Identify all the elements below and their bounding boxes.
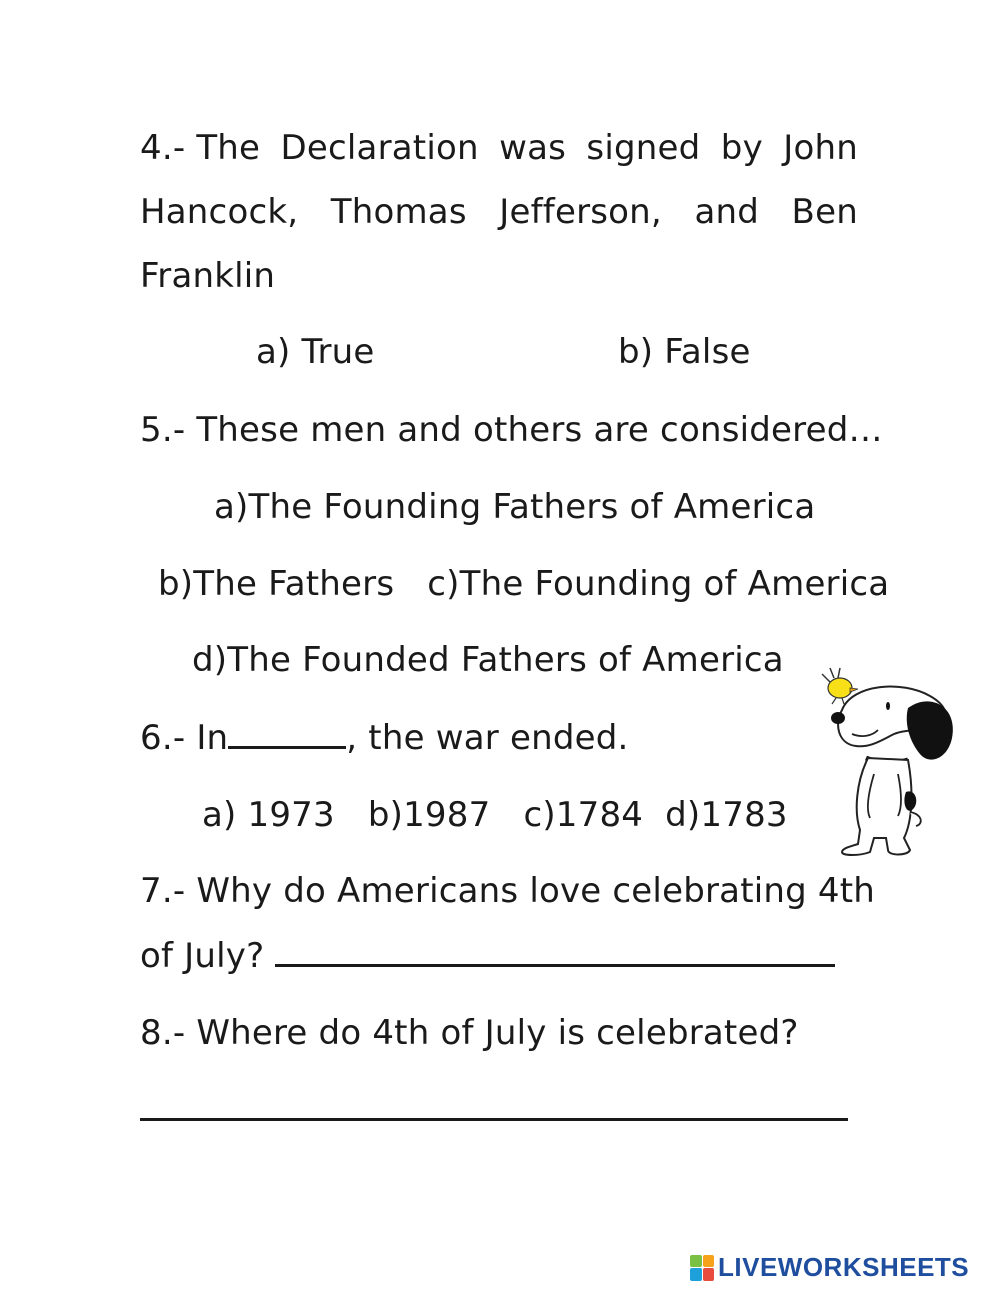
q4-line-3: Franklin [140, 256, 276, 296]
q4-word: John [783, 128, 858, 168]
q7-question-line-1: 7.- Why do Americans love celebrating 4th [140, 871, 876, 911]
q4-word: Ben [791, 192, 858, 232]
q4-word: signed [586, 128, 701, 168]
q4-option-a[interactable]: a) True [256, 332, 375, 372]
logo-square [703, 1268, 715, 1281]
q6-prefix: 6.- In [140, 718, 229, 758]
q8-answer-blank[interactable] [140, 1090, 848, 1121]
q4-word: Hancock, [140, 192, 299, 232]
q4-word: and [694, 192, 760, 232]
q8-question: 8.- Where do 4th of July is celebrated? [140, 1013, 799, 1053]
q4-line-1 [140, 128, 858, 168]
q4-line-2 [140, 192, 858, 232]
q5-option-d[interactable]: d)The Founded Fathers of America [192, 640, 784, 680]
q4-word: 4.- The [140, 128, 261, 168]
logo-square [690, 1268, 702, 1281]
q5-options-b-c[interactable]: b)The Fathers c)The Founding of America [158, 564, 890, 604]
q8-answer-line [140, 1090, 848, 1130]
q4-word: by [720, 128, 763, 168]
logo-square [703, 1255, 715, 1268]
q5-question: 5.- These men and others are considered… [140, 410, 883, 450]
q6-question [140, 718, 629, 758]
q6-options[interactable]: a) 1973 b)1987 c)1784 d)1783 [202, 795, 788, 835]
logo-square [690, 1255, 702, 1268]
q4-word: Declaration [280, 128, 479, 168]
q4-word: Jefferson, [499, 192, 662, 232]
q7-answer-blank[interactable] [275, 936, 835, 967]
liveworksheets-logo-icon [690, 1255, 714, 1281]
q6-blank[interactable] [228, 718, 346, 749]
liveworksheets-logo [690, 1252, 969, 1283]
q4-option-b[interactable]: b) False [618, 332, 751, 372]
q7-question-line-2 [140, 936, 835, 976]
q5-option-a[interactable]: a)The Founding Fathers of America [214, 487, 816, 527]
q7-prefix: of July? [140, 936, 265, 976]
q4-word: was [499, 128, 567, 168]
q6-suffix: , the war ended. [346, 718, 629, 758]
q4-word: Thomas [330, 192, 467, 232]
snoopy-woodstock-icon [812, 662, 962, 862]
liveworksheets-logo-text: LIVEWORKSHEETS [718, 1252, 970, 1282]
